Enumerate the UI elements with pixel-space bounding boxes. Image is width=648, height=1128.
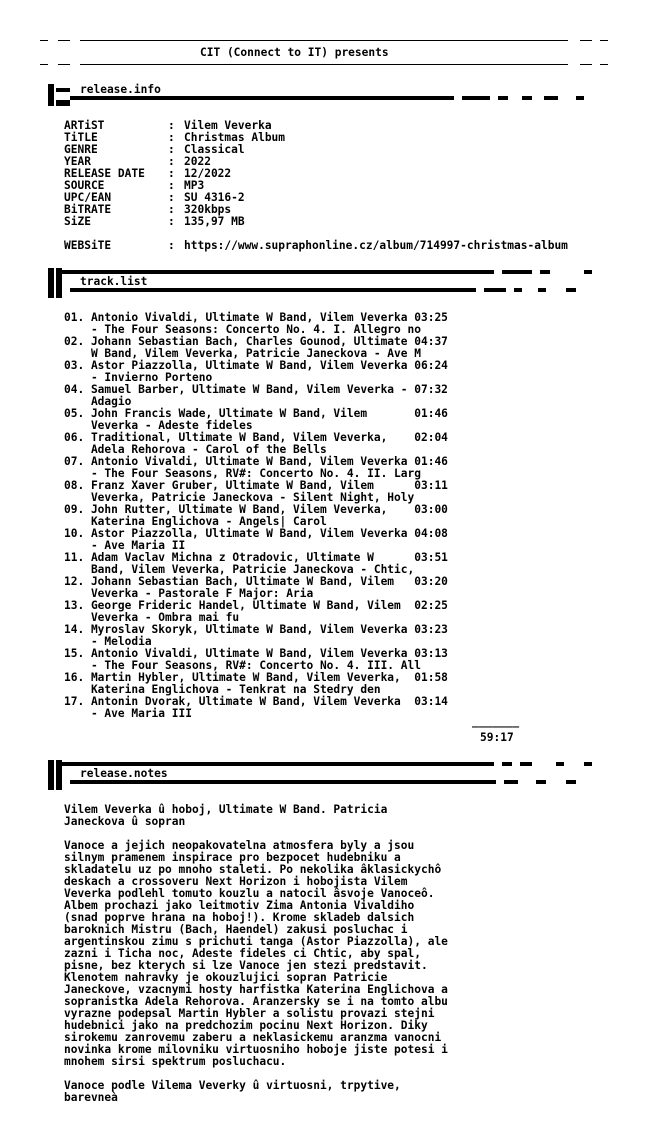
- banner-rule-bottom: [40, 64, 48, 65]
- header-dash: [584, 762, 592, 766]
- header-dash: [498, 96, 508, 100]
- info-colon: :: [168, 203, 175, 216]
- website-colon: :: [168, 239, 175, 252]
- notes-line: baroknich Mistru (Bach, Haendel) zakusi posluchac i: [64, 923, 408, 936]
- notes-line: Janeckove, vzacnymi hosty harfistka Katerina Englichova a: [64, 983, 448, 996]
- notes-line: argentinskou zimu s prichuti tanga (Astor Piazzolla), ale: [64, 935, 448, 948]
- notes-line: Vanoce a jejich neopakovatelna atmosfera byly a jsou: [64, 839, 415, 852]
- track-line-2: - The Four Seasons: Concerto No. 4. I. Allegro no: [64, 323, 421, 336]
- info-value: Christmas Album: [184, 131, 286, 144]
- track-line-1: 02. Johann Sebastian Bach, Charles Gounod, Ultimate 04:37: [64, 335, 448, 348]
- notes-line: silnym pramenem inspirace pro bezpocet hudebniku a: [64, 851, 401, 864]
- release-notes-text: [64, 804, 644, 1114]
- header-dash: [504, 780, 518, 784]
- banner-rule-top: [600, 40, 608, 41]
- notes-line: deskach a crossoveru Next Horizon i hobojista Vilem: [64, 875, 408, 888]
- total-rule: _______: [472, 715, 520, 728]
- banner-rule-top: [80, 40, 568, 41]
- total-time: 59:17: [480, 731, 514, 744]
- info-colon: :: [168, 215, 175, 228]
- info-key: SOURCE: [64, 179, 105, 192]
- header-dash: [520, 762, 532, 766]
- info-colon: :: [168, 143, 175, 156]
- notes-line: (snad poprve hrana na hoboj!). Krome skladeb dalsich: [64, 911, 415, 924]
- track-line-1: 17. Antonin Dvorak, Ultimate W Band, Vilem Veverka 03:14: [64, 695, 448, 708]
- track-line-1: 09. John Rutter, Ultimate W Band, Vilem Veverka, 03:00: [64, 503, 448, 516]
- track-line-2: Katerina Englichova - Angels| Carol: [64, 515, 327, 528]
- track-line-2: Band, Vilem Veverka, Patricie Janeckova - Chtic,: [64, 563, 415, 576]
- info-key: ARTiST: [64, 119, 105, 132]
- track-line-1: 08. Franz Xaver Gruber, Ultimate W Band, Vilem 03:11: [64, 479, 448, 492]
- header-rule: [70, 288, 476, 292]
- header-dash: [502, 762, 512, 766]
- header-block-inner: [56, 100, 70, 106]
- track-line-1: 07. Antonio Vivaldi, Ultimate W Band, Vilem Veverka 01:46: [64, 455, 448, 468]
- info-key: GENRE: [64, 143, 98, 156]
- track-line-2: - Ave Maria III: [64, 707, 192, 720]
- track-line-1: 06. Traditional, Ultimate W Band, Vilem Veverka, 02:04: [64, 431, 448, 444]
- section-title: release.notes: [80, 767, 168, 780]
- info-colon: :: [168, 191, 175, 204]
- track-line-2: Veverka, Patricie Janeckova - Silent Night, Holy: [64, 491, 415, 504]
- notes-line: sopranistka Adela Rehorova. Aranzersky se i na tomto albu: [64, 995, 448, 1008]
- notes-line: vyrazne podepsal Martin Hybler a solistu provazi stejni: [64, 1007, 435, 1020]
- section-title: release.info: [80, 83, 161, 96]
- notes-line: skladatelu uz po mnoho staleti. Po nekolika âklasickychô: [64, 863, 442, 876]
- track-line-2: Adagio: [64, 395, 132, 408]
- header-block-inner: [56, 88, 70, 92]
- info-key: UPC/EAN: [64, 191, 112, 204]
- track-line-2: - Invierno Porteno: [64, 371, 213, 384]
- header-dash: [544, 96, 558, 100]
- header-dash: [462, 96, 490, 100]
- header-rule: [62, 270, 494, 274]
- track-line-2: Veverka - Adeste fideles: [64, 419, 253, 432]
- banner-rule-top: [40, 40, 48, 41]
- info-key: TiTLE: [64, 131, 98, 144]
- website-key: WEBSiTE: [64, 239, 112, 252]
- notes-line: pisne, bez kterych si lze Vanoce jen stezi predstavit.: [64, 959, 428, 972]
- notes-line: Vanoce podle Vilema Veverky û virtuosni, trpytive,: [64, 1079, 401, 1092]
- banner-rule-top: [58, 40, 70, 41]
- header-dash: [502, 270, 532, 274]
- header-dash: [538, 288, 546, 292]
- notes-line: Vilem Veverka û hoboj, Ultimate W Band. Patricia: [64, 803, 388, 816]
- info-value: Classical: [184, 143, 245, 156]
- header-rule: [70, 780, 496, 784]
- info-key: YEAR: [64, 155, 91, 168]
- info-value: 135,97 MB: [184, 215, 245, 228]
- header-dash: [566, 288, 576, 292]
- banner-title: CIT (Connect to IT) presents: [200, 46, 389, 59]
- info-colon: :: [168, 179, 175, 192]
- section-header-track-list: [0, 268, 648, 300]
- header-dash: [584, 270, 592, 274]
- header-dash: [514, 288, 522, 292]
- track-line-2: - The Four Seasons, RV#: Concerto No. 4. II. Larg: [64, 467, 421, 480]
- notes-line: barevneà: [64, 1091, 118, 1104]
- info-value: 2022: [184, 155, 211, 168]
- track-list: [64, 312, 644, 720]
- info-colon: :: [168, 167, 175, 180]
- header-dash: [556, 762, 564, 766]
- section-header-release-info: [0, 84, 648, 108]
- notes-line: zazni i Ticha noc, Adeste fideles ci Chtic, aby spal,: [64, 947, 421, 960]
- track-line-1: 15. Antonio Vivaldi, Ultimate W Band, Vilem Veverka 03:13: [64, 647, 448, 660]
- track-line-1: 10. Astor Piazzolla, Ultimate W Band, Vilem Veverka 04:08: [64, 527, 448, 540]
- info-colon: :: [168, 155, 175, 168]
- header-dash: [540, 270, 550, 274]
- banner-rule-bottom: [600, 64, 608, 65]
- track-line-2: Veverka - Pastorale F Major: Aria: [64, 587, 314, 600]
- track-line-1: 01. Antonio Vivaldi, Ultimate W Band, Vilem Veverka 03:25: [64, 311, 448, 324]
- track-line-1: 03. Astor Piazzolla, Ultimate W Band, Vilem Veverka 06:24: [64, 359, 448, 372]
- notes-line: Klenotem nahravky je okouzlujici sopran Patricie: [64, 971, 388, 984]
- info-value: Vilem Veverka: [184, 119, 272, 132]
- track-line-1: 13. George Frideric Handel, Ultimate W Band, Vilem 02:25: [64, 599, 448, 612]
- notes-line: Veverka podlehl tomuto kouzlu a natocil âsvoje Vanoceô.: [64, 887, 435, 900]
- header-block-left: [48, 268, 54, 298]
- track-line-1: 14. Myroslav Skoryk, Ultimate W Band, Vilem Veverka 03:23: [64, 623, 448, 636]
- notes-line: Albem prochazi jako leitmotiv Zima Antonia Vivaldiho: [64, 899, 415, 912]
- header-dash: [576, 96, 584, 100]
- notes-line: hudebnici jako na predchozim pocinu Next Horizon. Diky: [64, 1019, 428, 1032]
- track-line-2: Adela Rehorova - Carol of the Bells: [64, 443, 327, 456]
- info-key: RELEASE DATE: [64, 167, 145, 180]
- info-value: SU 4316-2: [184, 191, 245, 204]
- top-banner: [0, 36, 648, 72]
- header-block-left: [48, 84, 54, 106]
- header-dash: [566, 780, 576, 784]
- header-dash: [484, 288, 506, 292]
- notes-line: novinka krome milovniku virtuosniho hoboje jiste potesi i: [64, 1043, 448, 1056]
- header-rule: [70, 96, 454, 100]
- info-value: 12/2022: [184, 167, 232, 180]
- banner-rule-bottom: [58, 64, 70, 65]
- track-line-2: Veverka - Ombra mai fu: [64, 611, 240, 624]
- track-line-1: 12. Johann Sebastian Bach, Ultimate W Band, Vilem 03:20: [64, 575, 448, 588]
- notes-line: mnohem sirsi spektrum posluchacu.: [64, 1055, 287, 1068]
- header-rule: [62, 762, 494, 766]
- info-colon: :: [168, 119, 175, 132]
- track-line-2: - The Four Seasons, RV#: Concerto No. 4. III. All: [64, 659, 421, 672]
- track-line-1: 11. Adam Vaclav Michna z Otradovic, Ultimate W 03:51: [64, 551, 448, 564]
- info-colon: :: [168, 131, 175, 144]
- header-dash: [522, 96, 532, 100]
- track-line-2: - Ave Maria II: [64, 539, 186, 552]
- info-value: MP3: [184, 179, 205, 192]
- track-line-2: Katerina Englichova - Tenkrat na Stedry den: [64, 683, 381, 696]
- notes-line: sirokemu zanrovemu zaberu a neklasickemu aranzma vanocni: [64, 1031, 442, 1044]
- section-title: track.list: [80, 275, 148, 288]
- info-key: SiZE: [64, 215, 91, 228]
- section-header-release-notes: [0, 760, 648, 792]
- track-line-1: 05. John Francis Wade, Ultimate W Band, Vilem 01:46: [64, 407, 448, 420]
- release-info-list: [64, 120, 644, 232]
- banner-rule-top: [580, 40, 592, 41]
- banner-rule-bottom: [80, 64, 568, 65]
- notes-line: Janeckova û sopran: [64, 815, 186, 828]
- website-link[interactable]: https://www.supraphonline.cz/album/714997-christmas-album: [184, 239, 568, 252]
- banner-rule-bottom: [580, 64, 592, 65]
- header-block-left: [48, 760, 54, 790]
- header-dash: [536, 780, 546, 784]
- track-line-2: - Melodia: [64, 635, 152, 648]
- track-line-2: W Band, Vilem Veverka, Patricie Janeckova - Ave M: [64, 347, 421, 360]
- info-key: BiTRATE: [64, 203, 112, 216]
- track-line-1: 04. Samuel Barber, Ultimate W Band, Vilem Veverka - 07:32: [64, 383, 448, 396]
- website-row: [64, 240, 644, 252]
- info-value: 320kbps: [184, 203, 232, 216]
- track-line-1: 16. Martin Hybler, Ultimate W Band, Vilem Veverka, 01:58: [64, 671, 448, 684]
